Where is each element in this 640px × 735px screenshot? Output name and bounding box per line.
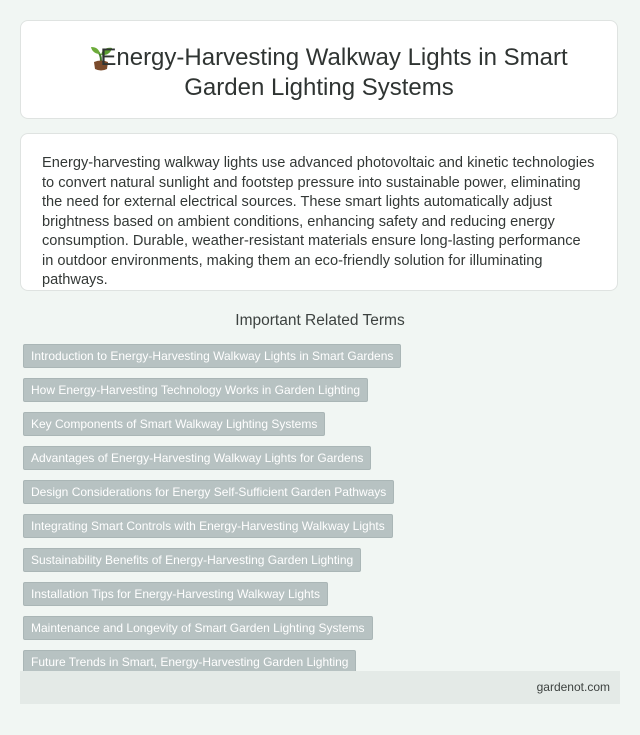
page-title xyxy=(21,43,617,103)
related-terms-heading: Important Related Terms xyxy=(235,312,405,329)
related-term-tag[interactable]: Maintenance and Longevity of Smart Garden Lighting Systems xyxy=(23,616,373,640)
related-term-tag[interactable]: How Energy-Harvesting Technology Works in Garden Lighting xyxy=(23,378,368,402)
related-term-tag[interactable]: Key Components of Smart Walkway Lighting Systems xyxy=(23,412,325,436)
related-term-tag[interactable]: Advantages of Energy-Harvesting Walkway Lights for Gardens xyxy=(23,446,371,470)
related-term-tag[interactable]: Integrating Smart Controls with Energy-Harvesting Walkway Lights xyxy=(23,514,393,538)
related-terms-list xyxy=(23,344,613,684)
page-title-line2: Garden Lighting Systems xyxy=(184,74,454,101)
related-term-tag[interactable]: Introduction to Energy-Harvesting Walkway Lights in Smart Gardens xyxy=(23,344,401,368)
related-term-tag[interactable]: Design Considerations for Energy Self-Sufficient Garden Pathways xyxy=(23,480,394,504)
title-card xyxy=(20,20,618,119)
description-card xyxy=(20,133,618,291)
related-term-tag[interactable]: Future Trends in Smart, Energy-Harvesting Garden Lighting xyxy=(23,650,356,674)
footer xyxy=(20,671,620,704)
related-term-tag[interactable]: Sustainability Benefits of Energy-Harvesting Garden Lighting xyxy=(23,548,361,572)
page-title-line1: Energy-Harvesting Walkway Lights in Smart xyxy=(100,44,568,71)
description-text: Energy-harvesting walkway lights use advanced photovoltaic and kinetic technologies to convert natural sunlight and footstep pressure into sustainable power, eliminating the need for external electrical sources. These smart lights automatically adjust brightness based on ambient conditions, enhancing safety and reducing energy consumption. Durable, weather-resistant materials ensure long-lasting performance in outdoor environments, making them an eco-friendly solution for illuminating pathways. xyxy=(42,155,595,288)
footer-site-link[interactable]: gardenot.com xyxy=(536,680,610,694)
related-term-tag[interactable]: Installation Tips for Energy-Harvesting Walkway Lights xyxy=(23,582,328,606)
